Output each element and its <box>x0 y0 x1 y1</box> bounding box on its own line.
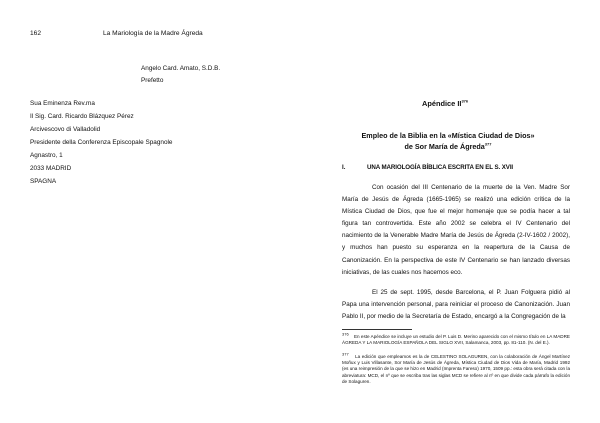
address-line: Agnastro, 1 <box>30 152 63 159</box>
appendix-title-text: Apéndice II <box>422 99 462 108</box>
article-title-line: Empleo de la Biblia en la «Mística Ciudad de Dios» <box>361 131 535 140</box>
section-title: UNA MARIOLOGÍA BÍBLICA ESCRITA EN EL S. XVII <box>367 164 514 171</box>
footnote-marker: 376 <box>342 331 349 337</box>
appendix-title <box>422 99 468 108</box>
section-number: I. <box>342 164 346 171</box>
address-line: Sua Eminenza Rev.ma <box>30 100 95 107</box>
footnote-text: La edición que empleamos es la de CELESTINO SOLAGUREN, con la colaboración de Ángel Martínez Moñux y Luis Villasante, Sor María de Jesús de Ágreda, Mística Ciudad de Dios Vida de María, Madrid 1992 (es una reimpresión de la que se hizo en Madrid (Imprenta Fareso) 1970, 1509 pp.: esta obra será citada con la abreviatura: MCD, el nº que se escriba tras las siglas MCD se refiere al nº en que divide cada párrafo la edición de Solaguren. <box>342 354 571 384</box>
address-line: Presidente della Conferenza Episcopale Spagnole <box>30 139 173 146</box>
address-line: Il Sig. Card. Ricardo Blázquez Pérez <box>30 113 134 120</box>
body-paragraph: El 25 de sept. 1995, desde Barcelona, el P. Juan Folguera pidió al Papa una intervención personal, para reiniciar el proceso de Canonización. Juan Pablo II, por medio de la Secretaría de Estado, encargó a la Congregación de la <box>342 289 570 321</box>
signature-title: Prefetto <box>141 77 164 84</box>
footnote-ref: 376 <box>461 98 469 104</box>
footnote <box>342 351 571 385</box>
footnote-marker: 377 <box>342 351 349 357</box>
article-title <box>326 130 570 152</box>
footnote <box>342 331 570 346</box>
body-paragraph: Con ocasión del III Centenario de la muerte de la Ven. Madre Sor María de Jesús de Ágreda (1665-1965) se realizó una edición crítica de la Mística Ciudad de Dios, que fue el mejor homenaje que se podía hacer a tal figura tan controvertida. Este año 2002 se celebra el IV Centenario del nacimiento de la Venerable Madre María de Jesús de Ágreda (2-IV-1602 / 2002), y muchos han puesto su esperanza en la reapertura de la Causa de Canonización. En la perspectiva de este IV Centenario se han lanzado diversas iniciativas, de las cuales nos hacemos eco. <box>342 184 570 276</box>
article-title-text: de Sor María de Ágreda <box>404 142 485 151</box>
running-header: La Mariología de la Madre Ágreda <box>103 30 203 37</box>
page-number: 162 <box>30 30 42 37</box>
address-line: SPAGNA <box>30 178 57 185</box>
address-line: 2033 MADRID <box>30 165 72 172</box>
signature-name: Angelo Card. Amato, S.D.B. <box>141 65 221 72</box>
footnote-text: En este Apéndice se incluye un estudio del P. Luis D. Merino aparecido con el mismo título en LA MADRE ÁGREDA Y LA MARIOLOGÍA ESPAÑOLA DEL SIGLO XVII, Salamanca, 2003, pp. 81-110. (N. del E.). <box>342 334 570 346</box>
footnote-ref: 377 <box>484 141 492 147</box>
article-title-line <box>326 141 570 152</box>
footnote-separator <box>342 329 412 330</box>
address-line: Arcivescovo di Valladolid <box>30 126 101 133</box>
